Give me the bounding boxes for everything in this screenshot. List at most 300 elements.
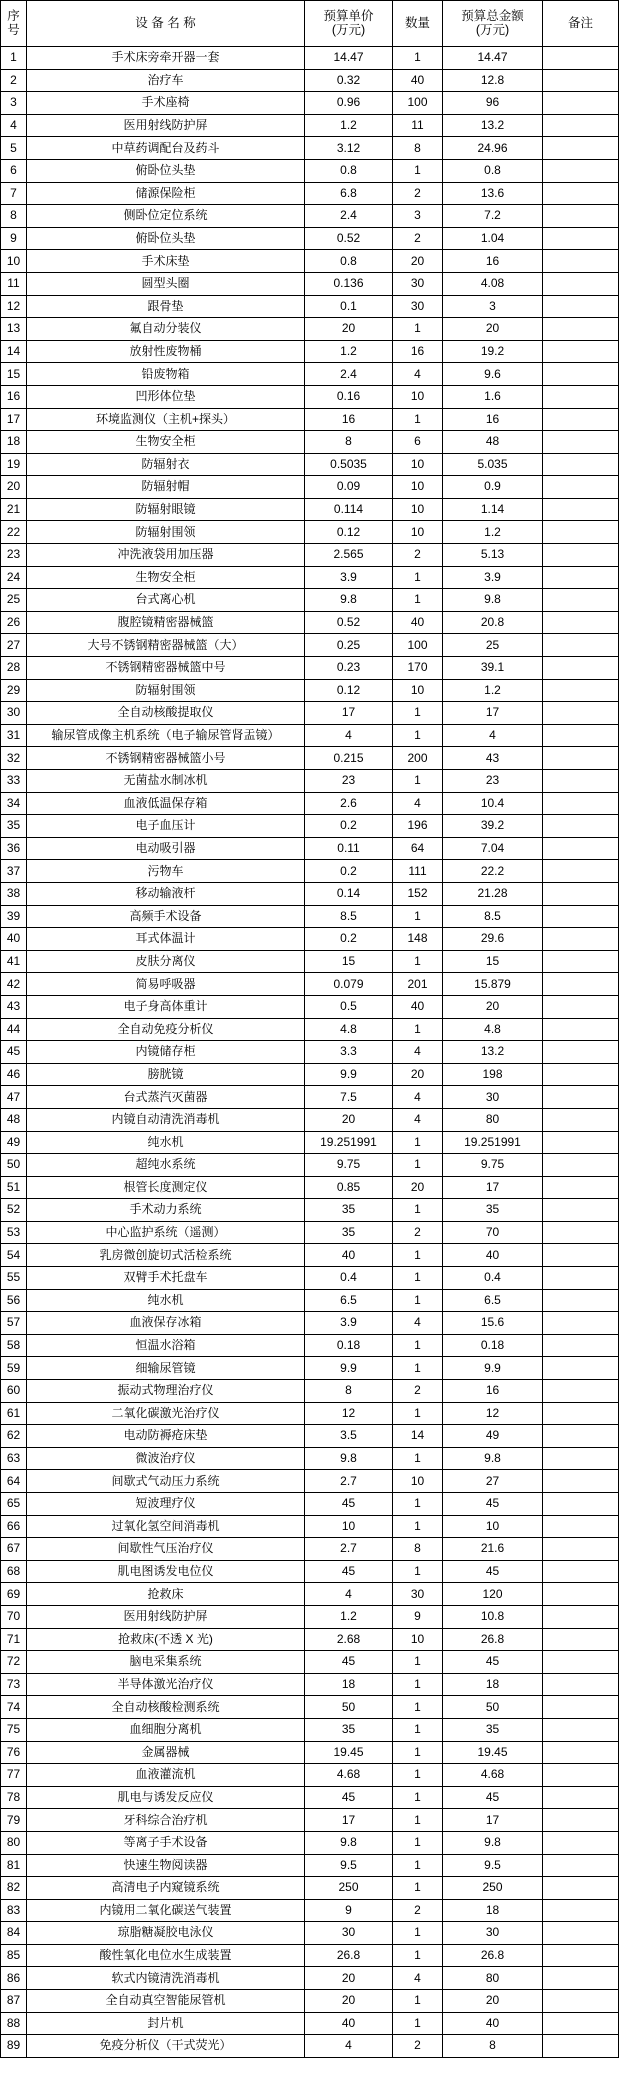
table-row (1, 747, 619, 770)
cell-no: 70 (1, 1605, 27, 1628)
cell-unit-price: 20 (305, 318, 393, 341)
cell-qty: 1 (393, 702, 443, 725)
cell-unit-price: 45 (305, 1560, 393, 1583)
table-row (1, 498, 619, 521)
cell-no: 56 (1, 1289, 27, 1312)
cell-qty: 1 (393, 724, 443, 747)
table-row (1, 295, 619, 318)
cell-unit-price: 2.7 (305, 1538, 393, 1561)
cell-name: 氟自动分装仪 (27, 318, 305, 341)
cell-remark (543, 182, 619, 205)
cell-name: 储源保险柜 (27, 182, 305, 205)
cell-remark (543, 1312, 619, 1335)
table-row (1, 47, 619, 70)
table-row (1, 159, 619, 182)
cell-unit-price: 35 (305, 1221, 393, 1244)
cell-no: 25 (1, 589, 27, 612)
table-row (1, 1312, 619, 1335)
cell-total: 1.04 (443, 227, 543, 250)
cell-no: 33 (1, 770, 27, 793)
cell-total: 1.14 (443, 498, 543, 521)
cell-no: 17 (1, 408, 27, 431)
cell-remark (543, 1470, 619, 1493)
cell-no: 46 (1, 1063, 27, 1086)
cell-name: 皮肤分离仪 (27, 950, 305, 973)
cell-name: 血液灌流机 (27, 1764, 305, 1787)
cell-remark (543, 860, 619, 883)
cell-qty: 1 (393, 1334, 443, 1357)
cell-unit-price: 0.25 (305, 634, 393, 657)
cell-no: 22 (1, 521, 27, 544)
cell-remark (543, 1877, 619, 1900)
cell-qty: 100 (393, 92, 443, 115)
cell-name: 手术床垫 (27, 250, 305, 273)
cell-no: 45 (1, 1041, 27, 1064)
cell-total: 39.2 (443, 815, 543, 838)
cell-unit-price: 9.8 (305, 1831, 393, 1854)
cell-no: 39 (1, 905, 27, 928)
cell-qty: 1 (393, 1877, 443, 1900)
cell-remark (543, 1447, 619, 1470)
cell-qty: 4 (393, 1967, 443, 1990)
cell-remark (543, 250, 619, 273)
header-total-line1: 预算总金额 (461, 8, 524, 23)
cell-unit-price: 0.85 (305, 1176, 393, 1199)
cell-unit-price: 30 (305, 1922, 393, 1945)
cell-remark (543, 453, 619, 476)
cell-total: 23 (443, 770, 543, 793)
cell-unit-price: 4.8 (305, 1018, 393, 1041)
table-row (1, 1357, 619, 1380)
cell-remark (543, 770, 619, 793)
cell-remark (543, 1696, 619, 1719)
table-row (1, 995, 619, 1018)
cell-total: 27 (443, 1470, 543, 1493)
cell-remark (543, 1289, 619, 1312)
cell-name: 牙科综合治疗机 (27, 1809, 305, 1832)
cell-remark (543, 905, 619, 928)
table-row (1, 589, 619, 612)
table-row (1, 837, 619, 860)
cell-name: 无菌盐水制冰机 (27, 770, 305, 793)
cell-remark (543, 272, 619, 295)
cell-total: 0.8 (443, 159, 543, 182)
table-row (1, 1063, 619, 1086)
cell-qty: 4 (393, 792, 443, 815)
table-body (1, 47, 619, 2058)
cell-remark (543, 611, 619, 634)
cell-name: 膀胱镜 (27, 1063, 305, 1086)
cell-unit-price: 3.5 (305, 1425, 393, 1448)
cell-remark (543, 1538, 619, 1561)
cell-qty: 30 (393, 1583, 443, 1606)
table-row (1, 453, 619, 476)
cell-unit-price: 1.2 (305, 114, 393, 137)
cell-no: 14 (1, 340, 27, 363)
cell-name: 医用射线防护屏 (27, 1605, 305, 1628)
cell-no: 85 (1, 1944, 27, 1967)
cell-qty: 2 (393, 1221, 443, 1244)
cell-remark (543, 1628, 619, 1651)
cell-total: 16 (443, 250, 543, 273)
table-row (1, 1515, 619, 1538)
cell-total: 26.8 (443, 1944, 543, 1967)
cell-unit-price: 20 (305, 1990, 393, 2013)
cell-remark (543, 973, 619, 996)
cell-unit-price: 0.2 (305, 928, 393, 951)
cell-total: 9.9 (443, 1357, 543, 1380)
cell-name: 血液低温保存箱 (27, 792, 305, 815)
table-row (1, 1741, 619, 1764)
cell-unit-price: 23 (305, 770, 393, 793)
cell-no: 59 (1, 1357, 27, 1380)
cell-unit-price: 3.3 (305, 1041, 393, 1064)
cell-remark (543, 657, 619, 680)
cell-total: 5.035 (443, 453, 543, 476)
cell-unit-price: 0.5035 (305, 453, 393, 476)
cell-remark (543, 995, 619, 1018)
table-row (1, 114, 619, 137)
table-row (1, 182, 619, 205)
cell-no: 67 (1, 1538, 27, 1561)
cell-remark (543, 498, 619, 521)
cell-unit-price: 0.2 (305, 815, 393, 838)
table-row (1, 1786, 619, 1809)
cell-name: 俯卧位头垫 (27, 159, 305, 182)
cell-total: 9.75 (443, 1154, 543, 1177)
cell-qty: 11 (393, 114, 443, 137)
cell-unit-price: 0.1 (305, 295, 393, 318)
cell-remark (543, 1899, 619, 1922)
table-row (1, 1041, 619, 1064)
cell-total: 48 (443, 431, 543, 454)
table-row (1, 950, 619, 973)
cell-unit-price: 0.12 (305, 521, 393, 544)
cell-total: 20 (443, 1990, 543, 2013)
cell-remark (543, 476, 619, 499)
cell-unit-price: 9.9 (305, 1063, 393, 1086)
table-row (1, 928, 619, 951)
cell-name: 恒温水浴箱 (27, 1334, 305, 1357)
cell-no: 19 (1, 453, 27, 476)
cell-name: 琼脂糖凝胶电泳仪 (27, 1922, 305, 1945)
cell-unit-price: 17 (305, 1809, 393, 1832)
cell-no: 71 (1, 1628, 27, 1651)
cell-name: 输尿管成像主机系统（电子输尿管肾盂镜） (27, 724, 305, 747)
cell-remark (543, 1018, 619, 1041)
cell-qty: 1 (393, 1131, 443, 1154)
cell-name: 纯水机 (27, 1131, 305, 1154)
cell-remark (543, 1831, 619, 1854)
cell-unit-price: 4 (305, 724, 393, 747)
cell-name: 防辐射眼镜 (27, 498, 305, 521)
header-no: 序号 (1, 1, 27, 47)
cell-remark (543, 1854, 619, 1877)
cell-unit-price: 0.4 (305, 1267, 393, 1290)
cell-total: 1.2 (443, 679, 543, 702)
cell-name: 根管长度测定仪 (27, 1176, 305, 1199)
cell-name: 双臂手术托盘车 (27, 1267, 305, 1290)
table-row (1, 544, 619, 567)
cell-unit-price: 2.6 (305, 792, 393, 815)
cell-no: 76 (1, 1741, 27, 1764)
cell-no: 87 (1, 1990, 27, 2013)
cell-name: 肌电与诱发反应仪 (27, 1786, 305, 1809)
cell-name: 移动输液杆 (27, 882, 305, 905)
cell-unit-price: 9 (305, 1899, 393, 1922)
cell-qty: 1 (393, 589, 443, 612)
header-total (443, 1, 543, 47)
cell-name: 俯卧位头垫 (27, 227, 305, 250)
cell-remark (543, 815, 619, 838)
cell-no: 47 (1, 1086, 27, 1109)
cell-no: 26 (1, 611, 27, 634)
cell-total: 4.8 (443, 1018, 543, 1041)
cell-remark (543, 295, 619, 318)
cell-no: 15 (1, 363, 27, 386)
table-row (1, 1944, 619, 1967)
cell-total: 9.6 (443, 363, 543, 386)
cell-total: 19.45 (443, 1741, 543, 1764)
cell-unit-price: 0.32 (305, 69, 393, 92)
table-row (1, 1899, 619, 1922)
table-row (1, 1854, 619, 1877)
table-row (1, 340, 619, 363)
table-row (1, 431, 619, 454)
cell-qty: 1 (393, 408, 443, 431)
cell-total: 4.68 (443, 1764, 543, 1787)
cell-remark (543, 792, 619, 815)
header-unit-price (305, 1, 393, 47)
table-row (1, 1877, 619, 1900)
cell-name: 防辐射衣 (27, 453, 305, 476)
cell-qty: 20 (393, 250, 443, 273)
table-row (1, 1267, 619, 1290)
table-row (1, 882, 619, 905)
cell-name: 手术座椅 (27, 92, 305, 115)
cell-no: 32 (1, 747, 27, 770)
cell-remark (543, 1267, 619, 1290)
cell-remark (543, 2012, 619, 2035)
cell-remark (543, 1041, 619, 1064)
table-row (1, 1199, 619, 1222)
cell-remark (543, 69, 619, 92)
cell-no: 44 (1, 1018, 27, 1041)
table-row (1, 1560, 619, 1583)
table-row (1, 1154, 619, 1177)
cell-name: 肌电图诱发电位仪 (27, 1560, 305, 1583)
cell-remark (543, 363, 619, 386)
cell-unit-price: 2.565 (305, 544, 393, 567)
cell-name: 间歇式气动压力系统 (27, 1470, 305, 1493)
table-row (1, 1673, 619, 1696)
cell-qty: 100 (393, 634, 443, 657)
cell-total: 25 (443, 634, 543, 657)
cell-remark (543, 114, 619, 137)
cell-unit-price: 0.2 (305, 860, 393, 883)
cell-qty: 1 (393, 1402, 443, 1425)
cell-name: 脑电采集系统 (27, 1651, 305, 1674)
cell-qty: 30 (393, 272, 443, 295)
cell-unit-price: 0.12 (305, 679, 393, 702)
cell-total: 17 (443, 1176, 543, 1199)
table-row (1, 1334, 619, 1357)
table-row (1, 1221, 619, 1244)
cell-remark (543, 1425, 619, 1448)
cell-qty: 1 (393, 1289, 443, 1312)
cell-qty: 1 (393, 1854, 443, 1877)
cell-no: 11 (1, 272, 27, 295)
cell-unit-price: 45 (305, 1493, 393, 1516)
cell-unit-price: 12 (305, 1402, 393, 1425)
cell-total: 26.8 (443, 1628, 543, 1651)
cell-qty: 10 (393, 1628, 443, 1651)
cell-qty: 40 (393, 611, 443, 634)
cell-name: 金属器械 (27, 1741, 305, 1764)
cell-remark (543, 1493, 619, 1516)
cell-remark (543, 227, 619, 250)
cell-unit-price: 6.8 (305, 182, 393, 205)
cell-unit-price: 4.68 (305, 1764, 393, 1787)
cell-qty: 16 (393, 340, 443, 363)
cell-unit-price: 0.18 (305, 1334, 393, 1357)
cell-unit-price: 1.2 (305, 340, 393, 363)
cell-qty: 40 (393, 69, 443, 92)
cell-total: 16 (443, 1380, 543, 1403)
cell-remark (543, 1764, 619, 1787)
cell-unit-price: 3.9 (305, 566, 393, 589)
cell-name: 间歇性气压治疗仪 (27, 1538, 305, 1561)
table-row (1, 679, 619, 702)
cell-qty: 2 (393, 544, 443, 567)
cell-name: 治疗车 (27, 69, 305, 92)
cell-unit-price: 0.23 (305, 657, 393, 680)
cell-name: 医用射线防护屏 (27, 114, 305, 137)
cell-remark (543, 408, 619, 431)
cell-no: 50 (1, 1154, 27, 1177)
cell-unit-price: 2.4 (305, 363, 393, 386)
cell-unit-price: 15 (305, 950, 393, 973)
cell-qty: 1 (393, 1651, 443, 1674)
cell-name: 简易呼吸器 (27, 973, 305, 996)
cell-unit-price: 16 (305, 408, 393, 431)
cell-no: 57 (1, 1312, 27, 1335)
cell-no: 1 (1, 47, 27, 70)
cell-no: 16 (1, 385, 27, 408)
cell-no: 29 (1, 679, 27, 702)
cell-name: 生物安全柜 (27, 566, 305, 589)
cell-qty: 40 (393, 995, 443, 1018)
cell-no: 24 (1, 566, 27, 589)
cell-name: 纯水机 (27, 1289, 305, 1312)
cell-no: 35 (1, 815, 27, 838)
cell-unit-price: 0.16 (305, 385, 393, 408)
cell-name: 微波治疗仪 (27, 1447, 305, 1470)
table-row (1, 905, 619, 928)
table-row (1, 1108, 619, 1131)
cell-name: 防辐射围领 (27, 521, 305, 544)
cell-name: 电子身高体重计 (27, 995, 305, 1018)
header-total-line2: (万元) (475, 22, 510, 37)
cell-qty: 10 (393, 498, 443, 521)
table-row (1, 860, 619, 883)
cell-remark (543, 1402, 619, 1425)
cell-qty: 4 (393, 1041, 443, 1064)
cell-no: 21 (1, 498, 27, 521)
cell-remark (543, 1944, 619, 1967)
cell-qty: 1 (393, 1922, 443, 1945)
cell-qty: 1 (393, 1673, 443, 1696)
cell-no: 81 (1, 1854, 27, 1877)
cell-total: 45 (443, 1560, 543, 1583)
cell-total: 39.1 (443, 657, 543, 680)
cell-no: 64 (1, 1470, 27, 1493)
cell-remark (543, 2035, 619, 2058)
cell-qty: 64 (393, 837, 443, 860)
cell-remark (543, 1515, 619, 1538)
cell-qty: 1 (393, 1990, 443, 2013)
cell-unit-price: 4 (305, 2035, 393, 2058)
cell-remark (543, 1651, 619, 1674)
cell-remark (543, 1583, 619, 1606)
cell-qty: 1 (393, 318, 443, 341)
table-row (1, 137, 619, 160)
table-row (1, 385, 619, 408)
cell-total: 3.9 (443, 566, 543, 589)
cell-name: 污物车 (27, 860, 305, 883)
cell-total: 0.18 (443, 1334, 543, 1357)
cell-qty: 1 (393, 1154, 443, 1177)
cell-name: 全自动核酸提取仪 (27, 702, 305, 725)
cell-unit-price: 0.5 (305, 995, 393, 1018)
cell-qty: 148 (393, 928, 443, 951)
cell-name: 电动吸引器 (27, 837, 305, 860)
cell-unit-price: 7.5 (305, 1086, 393, 1109)
cell-no: 41 (1, 950, 27, 973)
cell-total: 21.28 (443, 882, 543, 905)
table-row (1, 2012, 619, 2035)
cell-no: 72 (1, 1651, 27, 1674)
cell-total: 49 (443, 1425, 543, 1448)
cell-total: 15.879 (443, 973, 543, 996)
table-row (1, 1131, 619, 1154)
table-row (1, 657, 619, 680)
cell-remark (543, 1741, 619, 1764)
cell-no: 37 (1, 860, 27, 883)
cell-no: 12 (1, 295, 27, 318)
cell-total: 45 (443, 1493, 543, 1516)
cell-no: 7 (1, 182, 27, 205)
cell-no: 62 (1, 1425, 27, 1448)
cell-remark (543, 521, 619, 544)
cell-name: 手术动力系统 (27, 1199, 305, 1222)
cell-unit-price: 50 (305, 1696, 393, 1719)
cell-remark (543, 1131, 619, 1154)
cell-no: 43 (1, 995, 27, 1018)
cell-total: 9.8 (443, 589, 543, 612)
header-qty: 数量 (393, 1, 443, 47)
cell-remark (543, 1560, 619, 1583)
cell-total: 4 (443, 724, 543, 747)
cell-qty: 10 (393, 521, 443, 544)
table-row (1, 1696, 619, 1719)
cell-unit-price: 9.9 (305, 1357, 393, 1380)
cell-unit-price: 9.75 (305, 1154, 393, 1177)
cell-name: 防辐射围领 (27, 679, 305, 702)
cell-total: 1.6 (443, 385, 543, 408)
cell-qty: 2 (393, 227, 443, 250)
cell-remark (543, 634, 619, 657)
